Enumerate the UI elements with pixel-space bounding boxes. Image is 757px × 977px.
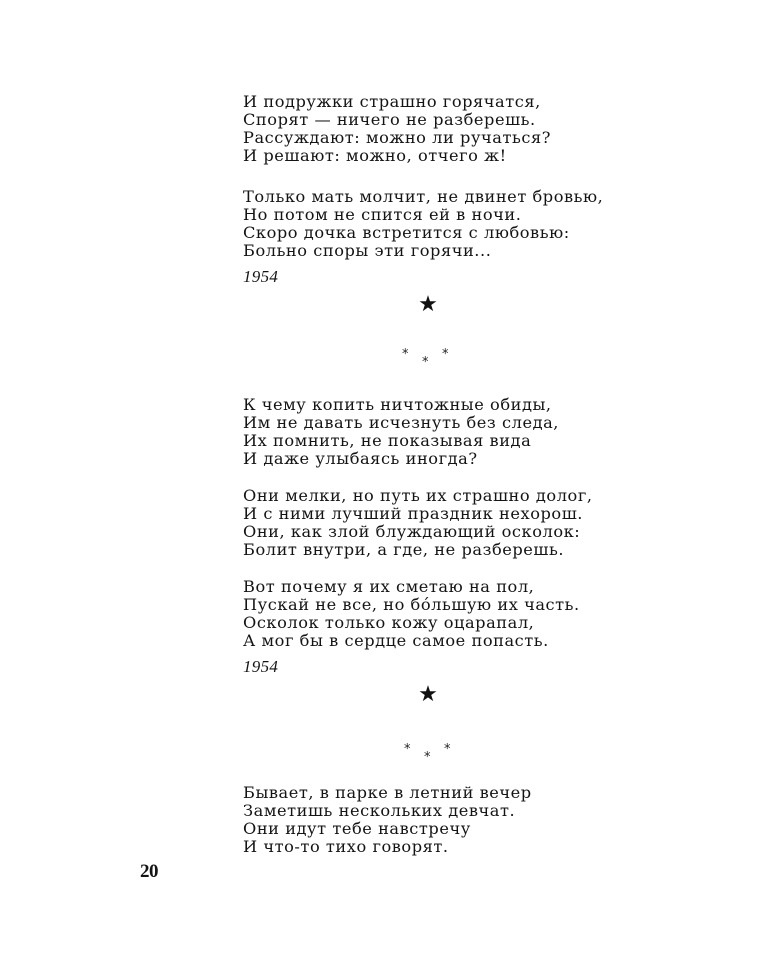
poem-line: Они, как злой блуждающий осколок: xyxy=(243,522,581,541)
poem-line: Но потом не спится ей в ночи. xyxy=(243,205,522,224)
poem-line: Заметишь нескольких девчат. xyxy=(243,801,516,820)
poem-line: Им не давать исчезнуть без следа, xyxy=(243,413,559,432)
asterisk-icon: * xyxy=(442,347,449,362)
star-divider-icon: ★ xyxy=(418,682,438,707)
poem-line: Спорят — ничего не разберешь. xyxy=(243,110,536,129)
poem-line: Вот почему я их сметаю на пол, xyxy=(243,577,535,596)
poem2-asterism xyxy=(402,348,452,372)
star-divider-icon: ★ xyxy=(418,292,438,317)
poem-line: Болит внутри, а где, не разберешь. xyxy=(243,540,565,559)
poem-line: К чему копить ничтожные обиды, xyxy=(243,395,552,414)
poem-line: Бывает, в парке в летний вечер xyxy=(243,783,532,802)
poem3-stanza-1 xyxy=(243,784,532,856)
poem-line: Осколок только кожу оцарапал, xyxy=(243,613,535,632)
asterisk-icon: * xyxy=(444,742,451,757)
poem2-stanza-1 xyxy=(243,396,559,468)
poem2-stanza-3 xyxy=(243,578,580,650)
poem-line: Скоро дочка встретится с любовью: xyxy=(243,223,570,242)
asterisk-icon: * xyxy=(424,750,431,765)
poem1-stanza-2 xyxy=(243,188,603,260)
poem-line: Они мелки, но путь их страшно долог, xyxy=(243,486,593,505)
poem-line: И что-то тихо говорят. xyxy=(243,837,449,856)
poem-line: Пускай не все, но бóльшую их часть. xyxy=(243,595,580,614)
poem-line: И с ними лучший праздник нехорош. xyxy=(243,504,583,523)
poem-line: Больно споры эти горячи... xyxy=(243,241,492,260)
poem1-stanza-1 xyxy=(243,93,551,165)
poem-line: И даже улыбаясь иногда? xyxy=(243,449,478,468)
poem-line: Их помнить, не показывая вида xyxy=(243,431,532,450)
poem-line: А мог бы в сердце самое попасть. xyxy=(243,631,549,650)
poem2-stanza-2 xyxy=(243,487,593,559)
poem-line: Рассуждают: можно ли ручаться? xyxy=(243,128,551,147)
poem3-asterism xyxy=(404,743,454,767)
poem-line: Только мать молчит, не двинет бровью, xyxy=(243,187,604,206)
page-number: 20 xyxy=(140,861,158,882)
poem-line: Они идут тебе навстречу xyxy=(243,819,471,838)
poem1-year: 1954 xyxy=(243,267,279,286)
poem2-year: 1954 xyxy=(243,657,279,676)
poem-line: И подружки страшно горячатся, xyxy=(243,92,541,111)
asterisk-icon: * xyxy=(402,347,409,362)
asterisk-icon: * xyxy=(404,742,411,757)
poem-line: И решают: можно, отчего ж! xyxy=(243,146,507,165)
asterisk-icon: * xyxy=(422,355,429,370)
